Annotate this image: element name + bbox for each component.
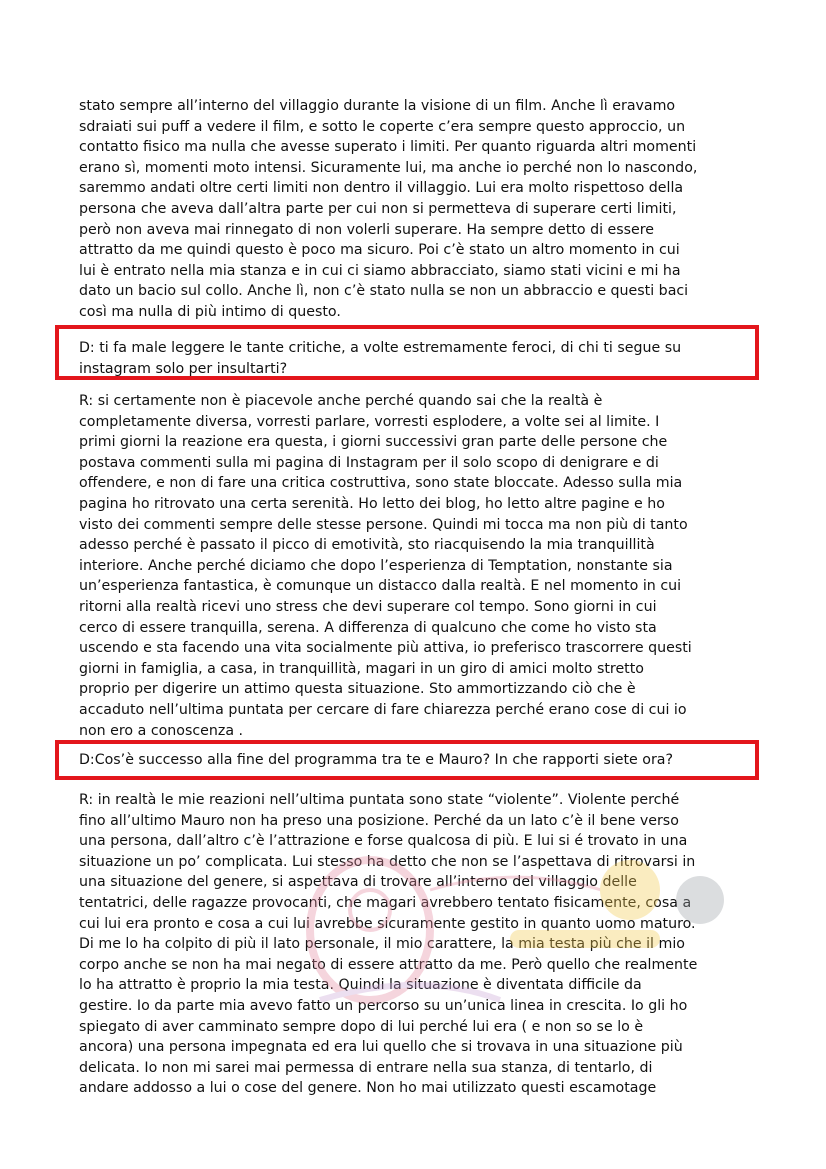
question-text-critiche: D: ti fa male leggere le tante critiche, a volte estremamente feroci, di chi ti segue su instagram solo per insultarti? [79, 340, 682, 377]
question-box-mauro [55, 740, 759, 780]
question-text-mauro: D:Cos’è successo alla fine del programma tra te e Mauro? In che rapporti siete ora? [79, 752, 674, 768]
paragraph-answer-critiche: R: si certamente non è piacevole anche perché quando sai che la realtà è completamente diversa, vorresti parlare, vorresti esplodere, a volte sei al limite. I primi giorni la reazione era questa, i giorni successivi gran parte delle persone che postava commenti sulla mi pagina di Instagram per il solo scopo di denigrare e di offendere, e non di fare una critica costruttiva, sono state bloccate. Adesso sulla mia pagina ho ritrovato una certa serenità. Ho letto dei blog, ho letto altre pagine e ho visto dei commenti sempre delle stesse persone. Quindi mi tocca ma non più di tanto adesso perché è passato il picco di emotività, sto riacquisendo la mia tranquillità interiore. Anche perché diciamo che dopo l’esperienza di Temptation, nonstante sia un’esperienza fantastica, è comunque un distacco dalla realtà. E nel momento in cui ritorni alla realtà ricevi uno stress che devi superare col tempo. Sono giorni in cui cerco di essere tranquilla, serena. A differenza di qualcuno che come ho visto sta uscendo e sta facendo una vita socialmente più attiva, io preferisco trascorrere questi giorni in famiglia, a casa, in tranquillità, magari in un giro di amici molto stretto proprio per digerire un attimo questa situazione. Sto ammortizzando ciò che è accaduto nell’ultima puntata per cercare di fare chiarezza perché erano cose di cui io non ero a conoscenza . [79, 393, 692, 739]
question-box-critiche [55, 325, 759, 380]
paragraph-answer-previous: stato sempre all’interno del villaggio durante la visione di un film. Anche lì eravamo sdraiati sui puff a vedere il film, e sotto le coperte c’era sempre questo approccio, un contatto fisico ma nulla che avesse superato i limiti. Per quanto riguarda altri momenti erano sì, momenti moto intensi. Sicuramente lui, ma anche io perché non lo nascondo, saremmo andati oltre certi limiti non dentro il villaggio. Lui era molto rispettoso della persona che aveva dall’altra parte per cui non si permetteva di superare certi limiti, però non aveva mai rinnegato di non volerli superare. Ha sempre detto di essere attratto da me quindi questo è poco ma sicuro. Poi c’è stato un altro momento in cui lui è entrato nella mia stanza e in cui ci siamo abbracciato, siamo stati vicini e mi ha dato un bacio sul collo. Anche lì, non c’è stato nulla se non un abbraccio e questi baci così ma nulla di più intimo di questo. [79, 98, 698, 320]
paragraph-answer-mauro: R: in realtà le mie reazioni nell’ultima puntata sono state “violente”. Violente perché fino all’ultimo Mauro non ha preso una posizione. Perché da un lato c’è il bene verso una persona, dall’altro c’è l’attrazione e forse qualcosa di più. E lui si é trovato in una situazione un po’ complicata. Lui stesso ha detto che non se l’aspettava di ritrovarsi in una situazione del genere, si aspettava di trovare all’interno del villaggio delle tentatrici, delle ragazze provocanti, che magari avrebbero tentato fisicamente, cosa a cui lui era pronto e cosa a cui lui avrebbe sicuramente gestito in quanto uomo maturo. Di me lo ha colpito di più il lato personale, il mio carattere, la mia testa più che il mio corpo anche se non ha mai negato di essere attratto da me. Però quello che realmente lo ha attratto è proprio la mia testa. Quindi la situazione è diventata difficile da gestire. Io da parte mia avevo fatto un percorso su un’unica linea in crescita. Io gli ho spiegato di aver camminato sempre dopo di lui perché lui era ( e non so se lo è ancora) una persona impegnata ed era lui quello che si trovava in una situazione più delicata. Io non mi sarei mai permessa di entrare nella sua stanza, di tentarlo, di andare addosso a lui o cose del genere. Non ho mai utilizzato questi escamotage [79, 792, 698, 1097]
